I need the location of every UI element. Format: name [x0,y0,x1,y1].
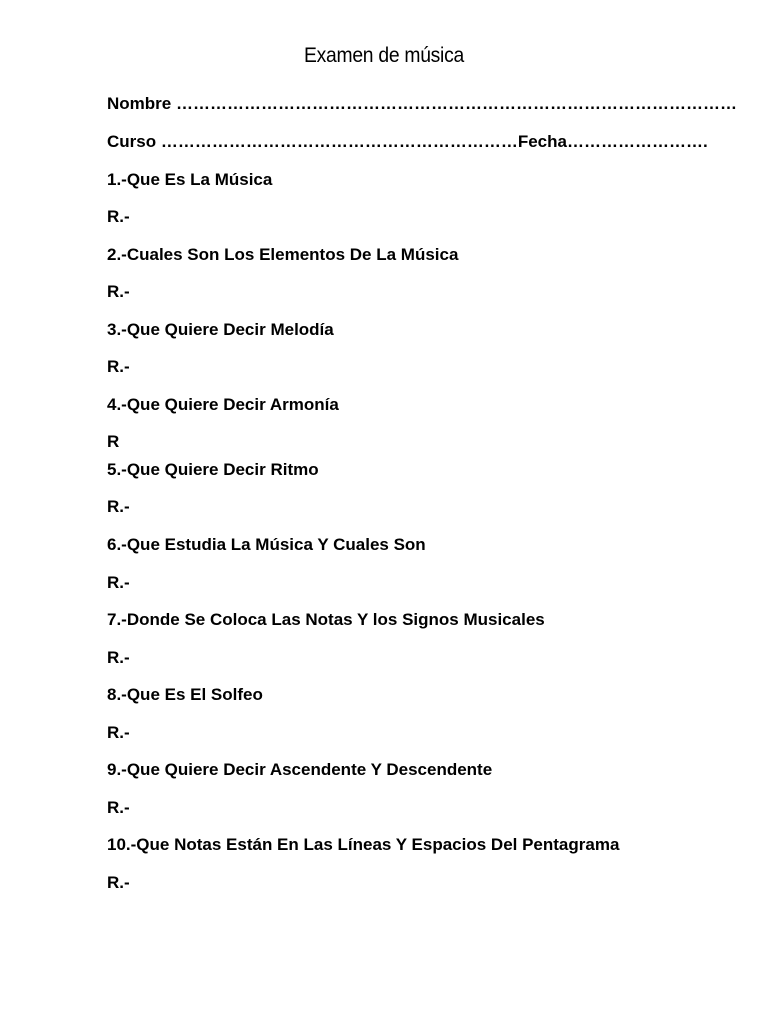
question-7: 7.-Donde Se Coloca Las Notas Y los Signos Musicales [107,610,545,629]
question-8: 8.-Que Es El Solfeo [107,685,263,704]
answer-6: R.- [107,573,130,592]
answer-3: R.- [107,357,130,376]
answer-2: R.- [107,282,130,301]
question-9: 9.-Que Quiere Decir Ascendente Y Descendente [107,760,493,779]
name-field-line: Nombre ……………………………………………………………………………………… [107,94,737,113]
question-6: 6.-Que Estudia La Música Y Cuales Son [107,535,426,554]
question-10: 10.-Que Notas Están En Las Líneas Y Espacios Del Pentagrama [107,835,620,854]
course-date-field-line: Curso ………………………………………………………Fecha……………………. [107,132,708,151]
question-2: 2.-Cuales Son Los Elementos De La Música [107,245,459,264]
exam-title: Examen de música [304,44,464,67]
answer-5: R.- [107,497,130,516]
question-5: 5.-Que Quiere Decir Ritmo [107,460,319,479]
answer-9: R.- [107,798,130,817]
question-3: 3.-Que Quiere Decir Melodía [107,320,334,339]
question-1: 1.-Que Es La Música [107,170,273,189]
answer-7: R.- [107,648,130,667]
answer-4: R [107,432,120,451]
answer-10: R.- [107,873,130,892]
answer-8: R.- [107,723,130,742]
question-4: 4.-Que Quiere Decir Armonía [107,395,339,414]
answer-1: R.- [107,207,130,226]
